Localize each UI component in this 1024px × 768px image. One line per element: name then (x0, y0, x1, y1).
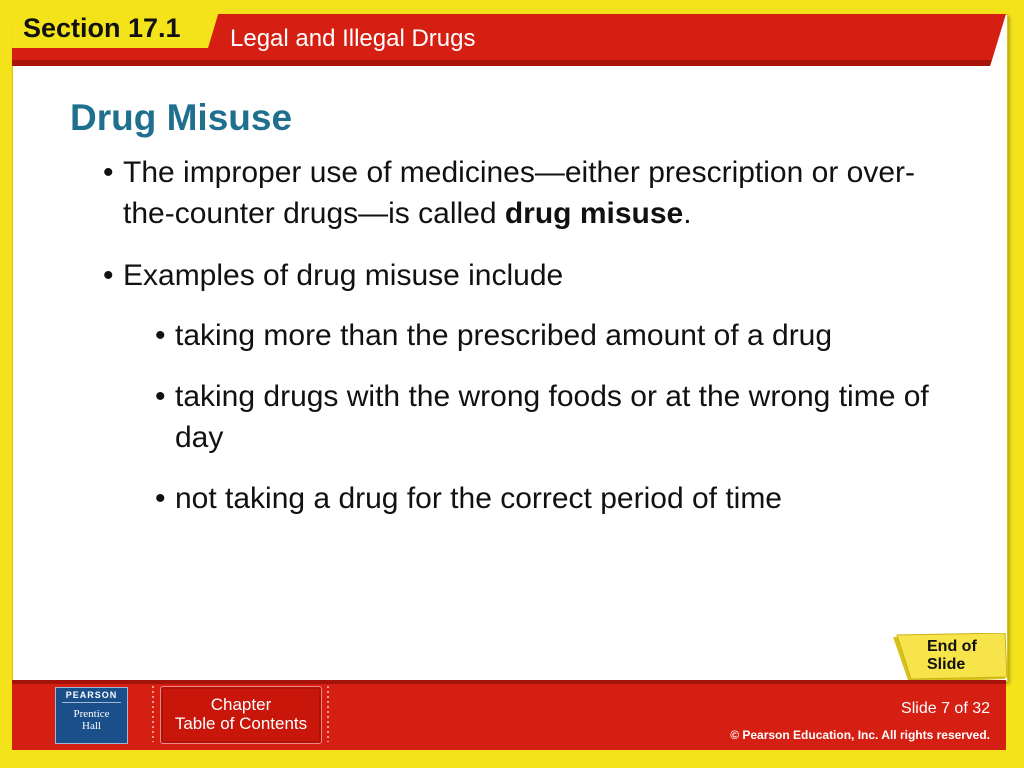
bullet-text: Examples of drug misuse include (123, 259, 564, 292)
end-of-slide-line2: Slide (927, 656, 966, 673)
bullet-dot: • (155, 482, 166, 515)
bullet-text: The improper use of medicines—either prescription or over-the-counter drugs—is called (123, 156, 915, 230)
sub-bullet-item (155, 376, 965, 458)
end-of-slide-label[interactable] (927, 638, 977, 674)
bullet-item (103, 255, 923, 296)
sub-bullet-text: not taking a drug for the correct period of time (175, 482, 782, 515)
bullet-dot: • (155, 380, 166, 413)
sub-bullet-text: taking more than the prescribed amount of a drug (175, 319, 833, 352)
bullet-dot: • (103, 156, 114, 189)
end-of-slide-line1: End of (927, 638, 977, 655)
footer-edge (12, 680, 1006, 684)
section-label: Section 17.1 (23, 13, 181, 43)
logo-divider (62, 702, 121, 703)
bullet-item (103, 152, 923, 234)
chapter-line2: Table of Contents (174, 714, 308, 733)
bold-term: drug misuse (504, 197, 684, 230)
publisher-imprint (56, 708, 127, 732)
sub-bullet-item (155, 478, 965, 519)
pearson-logo[interactable] (55, 687, 128, 744)
slide-number: Slide 7 of 32 (901, 700, 990, 717)
divider-dots (327, 686, 329, 742)
chapter-line1: Chapter (210, 695, 272, 714)
publisher-name: PEARSON (65, 690, 118, 700)
slide-title: Drug Misuse (70, 97, 293, 138)
bullet-dot: • (103, 259, 114, 292)
bullet-dot: • (155, 319, 166, 352)
copyright-notice: © Pearson Education, Inc. All rights reserved. (730, 728, 990, 742)
imprint-line1: Prentice (73, 708, 110, 720)
divider-dots (152, 686, 154, 742)
chapter-toc-label (161, 695, 321, 733)
header-title: Legal and Illegal Drugs (230, 25, 476, 52)
imprint-line2: Hall (82, 720, 101, 732)
sub-bullet-item (155, 315, 965, 356)
sub-bullet-text: taking drugs with the wrong foods or at the wrong time of day (175, 380, 929, 454)
bullet-text-end: . (683, 197, 692, 230)
chapter-toc-button[interactable] (160, 686, 322, 744)
